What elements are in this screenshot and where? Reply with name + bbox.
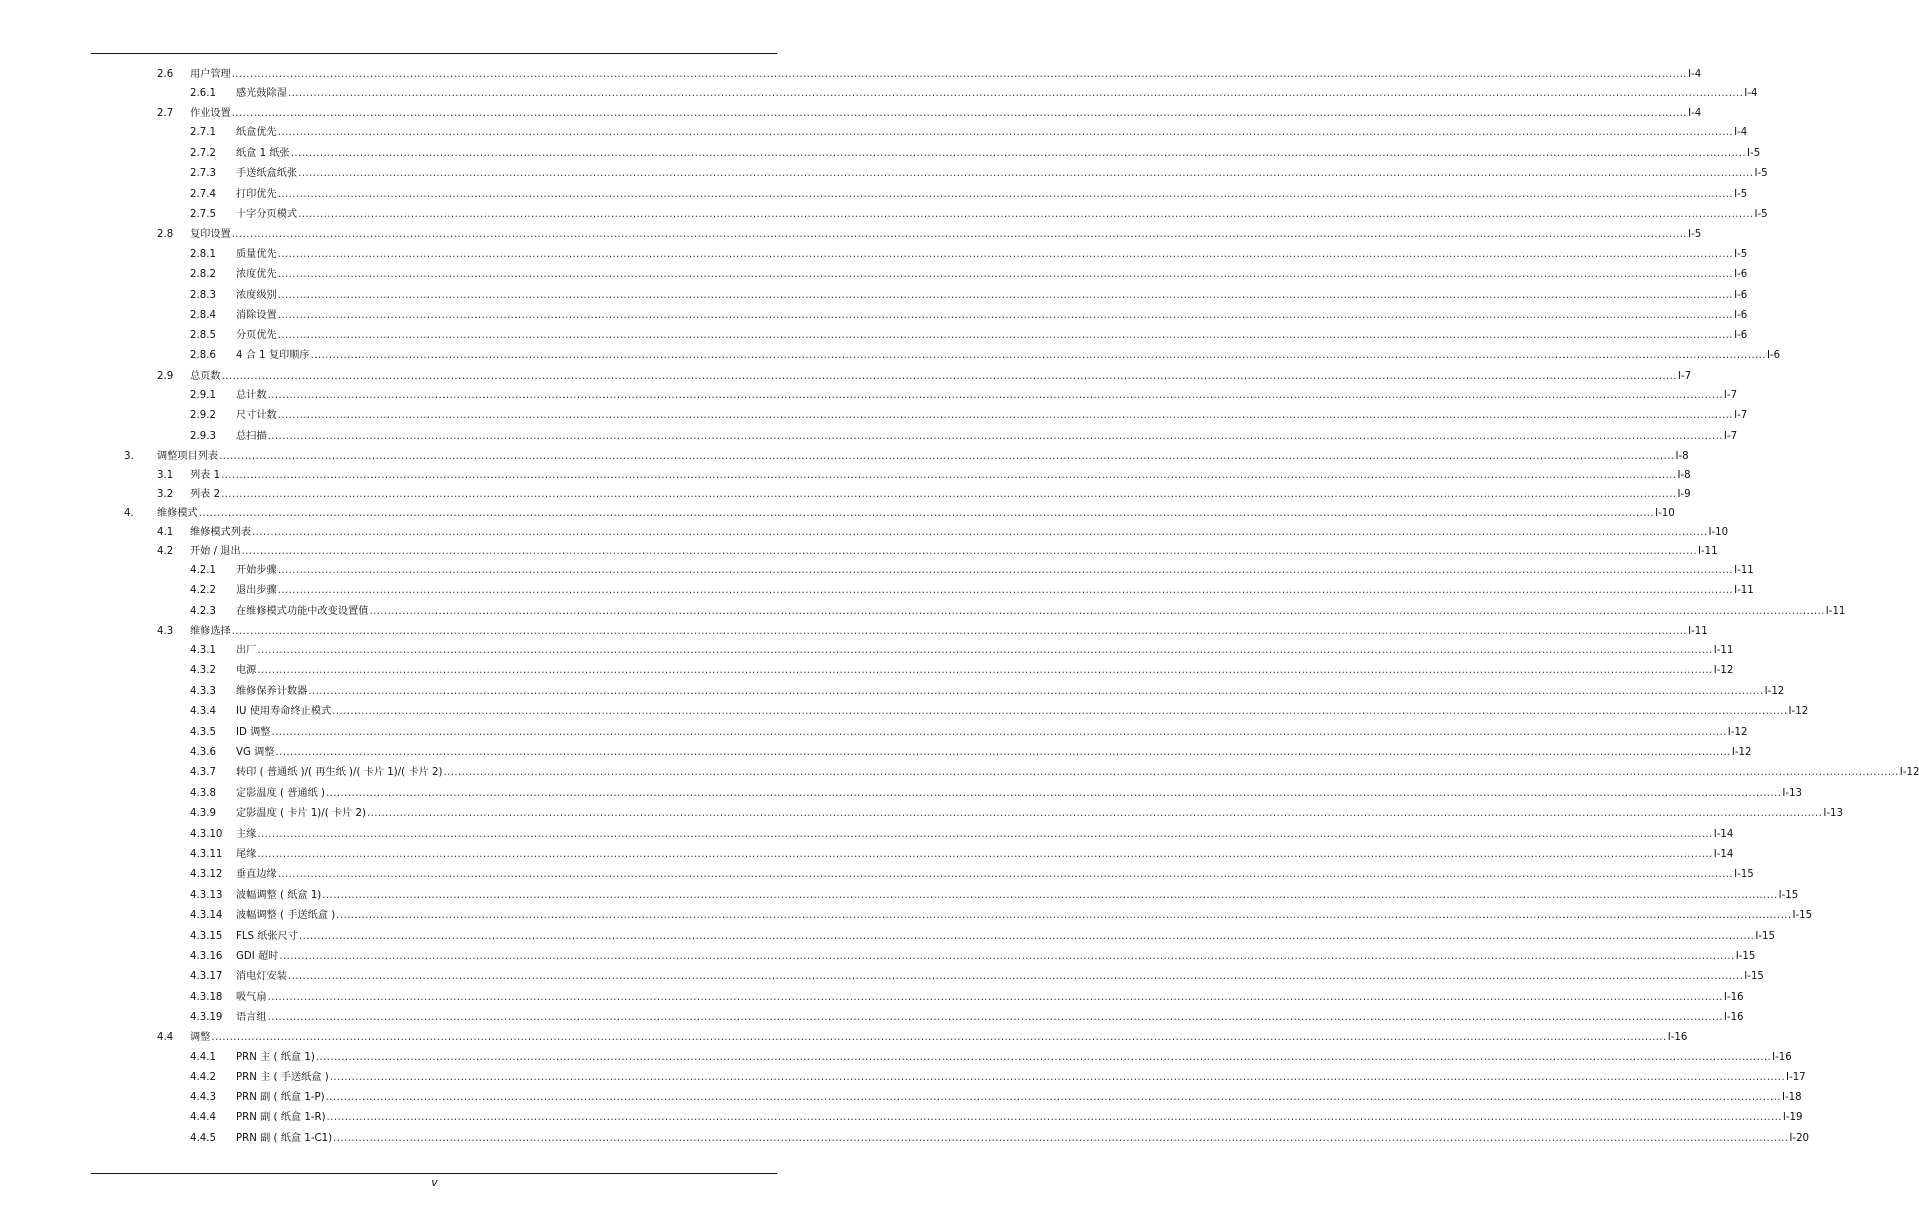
toc-entry-title: 尾缘 [236,849,257,860]
toc-entry-number: 2.8.3 [190,290,216,301]
toc-leader-dots: ................................................................................................................................................................................................................................................................................................................................................................................................................ [267,1012,1723,1023]
toc-leader-dots: ................................................................................................................................................................................................................................................................................................................................................................................................................ [231,229,1688,240]
toc-leader-dots: ................................................................................................................................................................................................................................................................................................................................................................................................................ [443,767,1899,778]
toc-entry[interactable] [0,349,1781,363]
toc-entry[interactable] [0,370,1692,384]
toc-entry-title: 维修保养计数器 [236,686,308,697]
toc-leader-dots: ................................................................................................................................................................................................................................................................................................................................................................................................................ [219,451,1675,462]
toc-entry-page: I-6 [1734,290,1748,301]
toc-entry[interactable] [0,1071,1806,1085]
toc-entry-number: 3.1 [157,470,174,481]
toc-entry-title: 调整 [190,1032,211,1043]
toc-entry[interactable] [0,746,1752,760]
toc-entry-number: 2.7.5 [190,209,216,220]
toc-entry-number: 4.3.4 [190,706,216,717]
toc-leader-dots: ................................................................................................................................................................................................................................................................................................................................................................................................................ [333,1133,1789,1144]
toc-entry[interactable] [0,450,1689,464]
toc-entry-page: I-11 [1688,626,1708,637]
toc-leader-dots: ................................................................................................................................................................................................................................................................................................................................................................................................................ [267,390,1723,401]
toc-entry-page: I-12 [1764,686,1785,697]
toc-entry[interactable] [0,488,1691,502]
toc-entry-title: 纸盒优先 [236,127,277,138]
toc-entry-page: I-12 [1713,665,1734,676]
toc-leader-dots: ................................................................................................................................................................................................................................................................................................................................................................................................................ [322,890,1778,901]
toc-entry-page: I-15 [1778,890,1799,901]
toc-leader-dots: ................................................................................................................................................................................................................................................................................................................................................................................................................ [267,431,1723,442]
toc-entry-page: I-5 [1688,229,1702,240]
toc-leader-dots: ................................................................................................................................................................................................................................................................................................................................................................................................................ [308,686,1764,697]
toc-leader-dots: ................................................................................................................................................................................................................................................................................................................................................................................................................ [257,665,1713,676]
toc-entry-number: 4. [124,508,134,519]
toc-entry-title: PRN 副 ( 纸盒 1-C1) [236,1133,333,1144]
toc-entry-number: 4.2.2 [190,585,216,596]
toc-entry-title: 主缘 [236,829,257,840]
toc-entry-number: 2.8.1 [190,249,216,260]
page-number: v [431,1176,438,1189]
toc-entry-page: I-7 [1723,431,1738,442]
toc-entry-page: I-16 [1723,1012,1744,1023]
toc-entry-page: I-11 [1698,546,1718,557]
toc-leader-dots: ................................................................................................................................................................................................................................................................................................................................................................................................................ [275,747,1731,758]
toc-entry-title: 总计数 [236,390,267,401]
toc-entry-page: I-4 [1688,69,1702,80]
toc-entry[interactable] [0,868,1754,882]
toc-entry[interactable] [0,564,1754,578]
toc-entry-title: 波幅调整 ( 手送纸盒 ) [236,910,336,921]
toc-entry-page: I-8 [1675,451,1689,462]
toc-leader-dots: ................................................................................................................................................................................................................................................................................................................................................................................................................ [267,992,1723,1003]
toc-entry-page: I-15 [1755,931,1775,942]
toc-leader-dots: ................................................................................................................................................................................................................................................................................................................................................................................................................ [315,1052,1772,1063]
toc-leader-dots: ................................................................................................................................................................................................................................................................................................................................................................................................................ [290,148,1747,159]
toc-entry[interactable] [0,848,1734,862]
toc-entry-number: 2.8 [157,229,174,240]
toc-leader-dots: ................................................................................................................................................................................................................................................................................................................................................................................................................ [298,168,1754,179]
toc-leader-dots: ................................................................................................................................................................................................................................................................................................................................................................................................................ [257,829,1713,840]
toc-entry-number: 4.3.18 [190,992,223,1003]
toc-entry-page: I-4 [1734,127,1748,138]
toc-entry-page: I-8 [1677,470,1691,481]
toc-leader-dots: ................................................................................................................................................................................................................................................................................................................................................................................................................ [336,910,1792,921]
toc-entry[interactable] [0,228,1702,242]
toc-entry-number: 4.4.5 [190,1133,216,1144]
toc-entry[interactable] [0,787,1802,801]
toc-entry[interactable] [0,685,1785,699]
toc-entry-number: 2.9.3 [190,431,216,442]
toc-entry[interactable] [0,930,1775,944]
toc-entry-page: I-18 [1781,1092,1802,1103]
toc-entry[interactable] [0,909,1813,923]
toc-entry[interactable] [0,807,1843,821]
toc-entry-title: 消电灯安装 [236,971,287,982]
toc-entry-page: I-5 [1734,189,1748,200]
toc-entry[interactable] [0,430,1738,444]
toc-entry[interactable] [0,126,1748,140]
toc-leader-dots: ................................................................................................................................................................................................................................................................................................................................................................................................................ [325,788,1782,799]
toc-leader-dots: ................................................................................................................................................................................................................................................................................................................................................................................................................ [221,371,1677,382]
toc-entry-number: 4.3 [157,626,174,637]
toc-entry[interactable] [0,107,1702,121]
toc-entry-title: 浓度优先 [236,269,277,280]
toc-entry-title: 波幅调整 ( 纸盒 1) [236,890,322,901]
toc-entry-number: 4.3.6 [190,747,216,758]
toc-entry[interactable] [0,970,1764,984]
toc-entry-title: 尺寸计数 [236,410,277,421]
toc-entry-page: I-11 [1713,645,1734,656]
toc-entry-page: I-5 [1754,209,1768,220]
toc-entry-page: I-12 [1788,706,1809,717]
toc-leader-dots: ................................................................................................................................................................................................................................................................................................................................................................................................................ [326,1112,1782,1123]
toc-entry[interactable] [0,991,1744,1005]
toc-entry-page: I-6 [1734,269,1748,280]
toc-entry-title: 感光鼓除湿 [236,88,287,99]
toc-leader-dots: ................................................................................................................................................................................................................................................................................................................................................................................................................ [277,585,1734,596]
toc-entry-number: 4.3.1 [190,645,216,656]
toc-entry-number: 4.2.1 [190,565,216,576]
toc-leader-dots: ................................................................................................................................................................................................................................................................................................................................................................................................................ [211,1032,1667,1043]
toc-entry-page: I-7 [1723,390,1738,401]
toc-entry-number: 4.3.10 [190,829,223,840]
toc-entry[interactable] [0,828,1734,842]
toc-entry-title: PRN 副 ( 纸盒 1-R) [236,1112,326,1123]
toc-entry[interactable] [0,664,1734,678]
toc-entry-title: 总页数 [190,371,221,382]
toc-entry-number: 2.6.1 [190,88,216,99]
toc-entry[interactable] [0,1011,1744,1025]
toc-entry[interactable] [0,1111,1803,1125]
toc-entry-title: 垂直边缘 [236,869,277,880]
toc-entry-page: I-16 [1667,1032,1688,1043]
toc-entry-title: FLS 纸张尺寸 [236,931,298,942]
toc-entry-page: I-14 [1713,849,1734,860]
toc-entry-title: PRN 主 ( 手送纸盒 ) [236,1072,329,1083]
toc-entry-title: 列表 2 [190,489,221,500]
toc-leader-dots: ................................................................................................................................................................................................................................................................................................................................................................................................................ [231,108,1688,119]
toc-entry-number: 2.8.6 [190,350,216,361]
toc-entry-page: I-15 [1744,971,1764,982]
toc-entry-number: 2.7.4 [190,189,216,200]
toc-entry-number: 3.2 [157,489,174,500]
toc-entry-number: 4.4.4 [190,1112,216,1123]
toc-entry-page: I-6 [1734,330,1748,341]
toc-entry[interactable] [0,705,1809,719]
toc-leader-dots: ................................................................................................................................................................................................................................................................................................................................................................................................................ [287,971,1744,982]
toc-entry-number: 4.1 [157,527,174,538]
toc-entry-page: I-5 [1747,148,1761,159]
toc-entry[interactable] [0,289,1748,303]
toc-entry-page: I-11 [1734,565,1754,576]
toc-entry-page: I-4 [1688,108,1702,119]
toc-leader-dots: ................................................................................................................................................................................................................................................................................................................................................................................................................ [310,350,1766,361]
toc-entry-title: IU 使用寿命终止模式 [236,706,332,717]
toc-entry-title: PRN 主 ( 纸盒 1) [236,1052,315,1063]
toc-entry-title: 列表 1 [190,470,221,481]
toc-entry-title: 出厂 [236,645,257,656]
toc-entry[interactable] [0,87,1758,101]
toc-entry-number: 4.3.12 [190,869,223,880]
toc-leader-dots: ................................................................................................................................................................................................................................................................................................................................................................................................................ [271,727,1727,738]
toc-leader-dots: ................................................................................................................................................................................................................................................................................................................................................................................................................ [252,527,1708,538]
toc-entry-number: 4.2.3 [190,606,216,617]
toc-entry[interactable] [0,1051,1792,1065]
toc-entry-page: I-11 [1734,585,1754,596]
toc-entry-title: 退出步骤 [236,585,277,596]
toc-leader-dots: ................................................................................................................................................................................................................................................................................................................................................................................................................ [332,706,1788,717]
toc-entry-number: 2.7.2 [190,148,216,159]
toc-entry-page: I-20 [1789,1133,1810,1144]
toc-leader-dots: ................................................................................................................................................................................................................................................................................................................................................................................................................ [277,269,1734,280]
toc-entry-title: 吸气扇 [236,992,267,1003]
toc-leader-dots: ................................................................................................................................................................................................................................................................................................................................................................................................................ [369,606,1825,617]
toc-entry[interactable] [0,268,1748,282]
toc-entry-title: 维修模式 [157,508,198,519]
toc-entry-page: I-16 [1723,992,1744,1003]
toc-entry-title: 十字分页模式 [236,209,298,220]
toc-leader-dots: ................................................................................................................................................................................................................................................................................................................................................................................................................ [277,127,1734,138]
toc-leader-dots: ................................................................................................................................................................................................................................................................................................................................................................................................................ [277,290,1734,301]
toc-entry-page: I-13 [1823,808,1843,819]
toc-entry[interactable] [0,545,1718,559]
toc-leader-dots: ................................................................................................................................................................................................................................................................................................................................................................................................................ [277,565,1734,576]
toc-entry[interactable] [0,507,1675,521]
toc-entry-page: I-15 [1735,951,1756,962]
toc-entry-title: 4 合 1 复印顺序 [236,350,310,361]
toc-entry-number: 4.3.17 [190,971,223,982]
toc-entry-page: I-10 [1708,527,1729,538]
toc-entry[interactable] [0,188,1748,202]
toc-entry[interactable] [0,1132,1810,1146]
toc-entry-title: 分页优先 [236,330,277,341]
toc-entry-title: 电源 [236,665,257,676]
toc-entry-page: I-15 [1792,910,1813,921]
toc-entry-title: PRN 副 ( 纸盒 1-P) [236,1092,325,1103]
toc-leader-dots: ................................................................................................................................................................................................................................................................................................................................................................................................................ [198,508,1655,519]
toc-entry-number: 4.3.19 [190,1012,223,1023]
toc-entry[interactable] [0,605,1846,619]
toc-entry-number: 4.3.14 [190,910,223,921]
toc-entry-page: I-9 [1677,489,1691,500]
toc-entry[interactable] [0,950,1756,964]
toc-entry-page: I-5 [1754,168,1768,179]
toc-entry[interactable] [0,469,1691,483]
toc-entry[interactable] [0,309,1748,323]
toc-leader-dots: ................................................................................................................................................................................................................................................................................................................................................................................................................ [277,249,1734,260]
toc-entry[interactable] [0,526,1729,540]
toc-entry-number: 4.2 [157,546,174,557]
toc-entry-page: I-12 [1731,747,1752,758]
toc-entry-page: I-7 [1734,410,1748,421]
toc-leader-dots: ................................................................................................................................................................................................................................................................................................................................................................................................................ [257,849,1713,860]
toc-leader-dots: ................................................................................................................................................................................................................................................................................................................................................................................................................ [279,951,1735,962]
toc-entry-title: 打印优先 [236,189,277,200]
toc-entry-number: 4.3.2 [190,665,216,676]
toc-entry-title: 定影温度 ( 普通纸 ) [236,788,325,799]
toc-entry-title: 维修模式列表 [190,527,252,538]
toc-leader-dots: ................................................................................................................................................................................................................................................................................................................................................................................................................ [277,330,1734,341]
toc-entry-title: GDI 超时 [236,951,279,962]
toc-leader-dots: ................................................................................................................................................................................................................................................................................................................................................................................................................ [366,808,1823,819]
toc-entry-number: 2.9 [157,371,174,382]
toc-entry[interactable] [0,889,1799,903]
toc-entry[interactable] [0,766,1919,780]
toc-entry-title: 浓度级别 [236,290,277,301]
toc-entry-number: 2.7 [157,108,174,119]
toc-leader-dots: ................................................................................................................................................................................................................................................................................................................................................................................................................ [241,546,1697,557]
toc-leader-dots: ................................................................................................................................................................................................................................................................................................................................................................................................................ [231,626,1688,637]
toc-entry[interactable] [0,208,1768,222]
toc-entry-page: I-13 [1782,788,1802,799]
toc-entry-number: 4.3.15 [190,931,223,942]
toc-entry-number: 2.7.1 [190,127,216,138]
toc-leader-dots: ................................................................................................................................................................................................................................................................................................................................................................................................................ [287,88,1744,99]
toc-entry-number: 4.3.9 [190,808,216,819]
toc-entry[interactable] [0,329,1748,343]
toc-entry[interactable] [0,409,1748,423]
toc-entry-title: VG 调整 [236,747,275,758]
toc-entry-page: I-11 [1825,606,1846,617]
toc-leader-dots: ................................................................................................................................................................................................................................................................................................................................................................................................................ [329,1072,1786,1083]
toc-entry-page: I-5 [1734,249,1748,260]
footer-rule [91,1173,777,1174]
toc-entry-title: 在维修模式功能中改变设置值 [236,606,369,617]
toc-entry-page: I-15 [1734,869,1754,880]
toc-entry-title: 定影温度 ( 卡片 1)/( 卡片 2) [236,808,366,819]
toc-entry-page: I-19 [1782,1112,1803,1123]
toc-entry-page: I-6 [1734,310,1748,321]
toc-leader-dots: ................................................................................................................................................................................................................................................................................................................................................................................................................ [277,869,1734,880]
toc-entry-page: I-16 [1772,1052,1792,1063]
toc-entry-title: 调整项目列表 [157,451,219,462]
toc-entry[interactable] [0,1031,1688,1045]
toc-leader-dots: ................................................................................................................................................................................................................................................................................................................................................................................................................ [277,189,1734,200]
toc-entry-title: ID 调整 [236,727,271,738]
toc-entry[interactable] [0,248,1748,262]
toc-entry-number: 4.3.7 [190,767,216,778]
toc-entry-title: 用户管理 [190,69,231,80]
toc-entry-title: 作业设置 [190,108,231,119]
toc-entry-number: 3. [124,451,134,462]
toc-entry[interactable] [0,167,1768,181]
toc-entry-number: 4.3.5 [190,727,216,738]
toc-entry-title: 开始 / 退出 [190,546,241,557]
toc-entry[interactable] [0,644,1734,658]
toc-entry-title: 语言组 [236,1012,267,1023]
toc-entry-page: I-17 [1786,1072,1806,1083]
toc-entry-number: 4.4 [157,1032,174,1043]
toc-entry-title: 手送纸盒纸张 [236,168,298,179]
toc-entry[interactable] [0,1091,1802,1105]
toc-entry-number: 2.8.4 [190,310,216,321]
toc-entry-page: I-7 [1677,371,1692,382]
toc-entry-number: 4.3.13 [190,890,223,901]
toc-leader-dots: ................................................................................................................................................................................................................................................................................................................................................................................................................ [298,209,1754,220]
toc-entry-number: 4.3.3 [190,686,216,697]
toc-entry-number: 2.7.3 [190,168,216,179]
toc-entry[interactable] [0,726,1748,740]
toc-entry-page: I-10 [1655,508,1675,519]
toc-leader-dots: ................................................................................................................................................................................................................................................................................................................................................................................................................ [277,410,1734,421]
toc-entry-title: 质量优先 [236,249,277,260]
toc-entry-number: 4.3.16 [190,951,223,962]
toc-entry-number: 4.3.11 [190,849,223,860]
toc-leader-dots: ................................................................................................................................................................................................................................................................................................................................................................................................................ [221,489,1677,500]
toc-leader-dots: ................................................................................................................................................................................................................................................................................................................................................................................................................ [277,310,1734,321]
toc-entry-title: 维修选择 [190,626,231,637]
toc-entry-page: I-12 [1899,767,1919,778]
toc-entry-number: 2.6 [157,69,174,80]
toc-entry-title: 纸盒 1 纸张 [236,148,290,159]
toc-entry[interactable] [0,68,1702,82]
toc-entry[interactable] [0,625,1708,639]
toc-entry-number: 2.8.5 [190,330,216,341]
toc-entry-number: 2.8.2 [190,269,216,280]
toc-entry-title: 复印设置 [190,229,231,240]
toc-leader-dots: ................................................................................................................................................................................................................................................................................................................................................................................................................ [299,931,1755,942]
toc-leader-dots: ................................................................................................................................................................................................................................................................................................................................................................................................................ [231,69,1688,80]
toc-entry-number: 4.4.3 [190,1092,216,1103]
toc-entry-page: I-6 [1766,350,1781,361]
toc-entry[interactable] [0,584,1754,598]
toc-leader-dots: ................................................................................................................................................................................................................................................................................................................................................................................................................ [221,470,1677,481]
toc-entry[interactable] [0,147,1761,161]
toc-entry-number: 2.9.2 [190,410,216,421]
toc-entry-page: I-4 [1744,88,1758,99]
toc-entry-title: 消除设置 [236,310,277,321]
toc-leader-dots: ................................................................................................................................................................................................................................................................................................................................................................................................................ [325,1092,1781,1103]
toc-entry-number: 4.3.8 [190,788,216,799]
toc-entry-page: I-12 [1727,727,1748,738]
toc-entry-title: 开始步骤 [236,565,277,576]
toc-entry-number: 2.9.1 [190,390,216,401]
toc-entry-number: 4.4.1 [190,1052,216,1063]
toc-entry-title: 转印 ( 普通纸 )/( 再生纸 )/( 卡片 1)/( 卡片 2) [236,767,443,778]
toc-entry[interactable] [0,389,1738,403]
toc-entry-number: 4.4.2 [190,1072,216,1083]
toc-entry-page: I-14 [1713,829,1734,840]
toc-leader-dots: ................................................................................................................................................................................................................................................................................................................................................................................................................ [257,645,1713,656]
toc-entry-title: 总扫描 [236,431,267,442]
